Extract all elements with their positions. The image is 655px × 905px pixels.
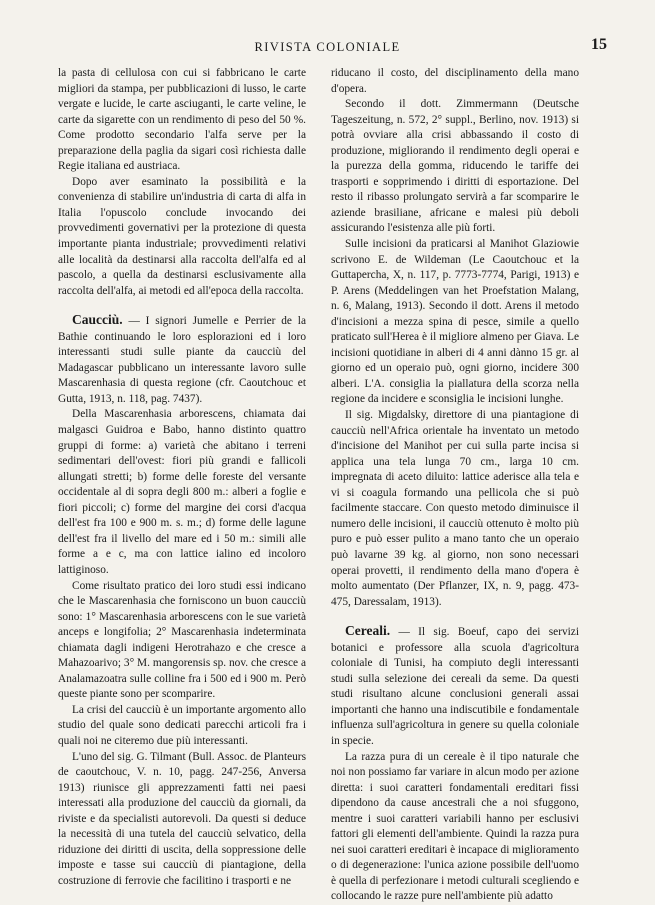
section-title-caucciu: Caucciù. [72, 312, 123, 328]
paragraph: Il sig. Migdalsky, direttore di una piantagione di caucciù nell'Africa orientale ha inventato un metodo d'incisione del Manihot per cui sulla parte incisa si applica una tela lunga 70 cm., larga 10 cm. impregnata di aceto diluito: lattice aderisce alla tela e vi si coagula formando una pellicola che si può facilmente staccare. Con questo metodo diminuisce il numero delle incisioni, il caucciù ottenuto è molto più puro e può esser pulito a mano tanto che un operaio può lavarne 39 kg. al giorno, non sono necessari operai provetti, il rendimento della mano d'opera è molto aumentato (Der Pflanzer, IX, n. 9, pagg. 473-475, Daressalam, 1913). [331, 409, 579, 608]
paragraph: Dopo aver esaminato la possibilità e la convenienza di stabilire un'industria di carta di alfa in Italia l'opuscolo conclude invocando dei provvedimenti governativi per la protezione di questa importante pianta industriale; provvedimenti relativi alle località da destinarsi alla raccolta dell'alfa ed al pascolo, a quella da destinarsi esclusivamente alla raccolta dell'alfa, ai metodi ed all'epoca della raccolta. [58, 175, 306, 297]
section-caucciu [58, 312, 306, 407]
paragraph: Sulle incisioni da praticarsi al Manihot Glaziowie scrivono E. de Wildeman (Le Caoutchouc et la Guttapercha, X, n. 117, p. 7773-7774, Parigi, 1913) e P. Arens (Meddelingen van het Proefstation Malang, n. 6, Malang, 1913). Secondo il dott. Arens il metodo d'incisioni a mezza spina di pesce, simile a quello praticato sull'Herea è il migliore almeno per Giava. Le incisioni quotidiane in alberi di 4 anni dànno 15 gr. al giorno ed un operaio può, ogni giorno, incidere 300 alberi. L'A. consiglia la piallatura della scorza nella regione da incidere e sconsiglia le incisioni lunghe. [331, 238, 579, 406]
left-column [58, 66, 306, 889]
paragraph-text: — I signori Jumelle e Perrier de la Bathie continuando le loro esplorazioni ed i loro interessanti studi sulle piante da caucciù del Madagascar pubblicano un interessante lavoro sulle Mascarenhasia di questa regione (cfr. Caoutchouc et Gutta, 1913, n. 118, pag. 7437). [58, 315, 306, 405]
page-number: 15 [591, 36, 607, 53]
paragraph: riducano il costo, del disciplinamento della mano d'opera. [331, 67, 579, 95]
paragraph: L'uno del sig. G. Tilmant (Bull. Assoc. de Planteurs de caoutchouc, V. n. 10, pagg. 247-256, Anversa 1913) riunisce gli apprezzamenti fatti nei paesi interessati alla produzione del caucciù da giornali, da riviste e da specialisti autorevoli. Da questi si deduce la necessità di una tutela del caucciù selvatico, della riduzione dei diritti di uscita, della soppressione delle imposte e tasse sui caucciù di piantagione, della costruzione di ferrovie che facilitino i trasporti e ne [58, 750, 306, 887]
right-column [331, 66, 579, 905]
paragraph: Come risultato pratico dei loro studi essi indicano che le Mascarenhasia che forniscono un buon caucciù sono: 1° Mascarenhasia arborescens con le sue varietà anceps e longifolia; 2° Mascarenhasia indeterminata chiamata dagli indigeni Herotrahazo e che cresce a Mahazoarivo; 3° M. mangorensis sp. nov. che cresce a Analamazoatra sulle colline fra i 500 ed i 900 m. Però queste piante sono per scomparire. [58, 579, 306, 701]
paragraph-text: — Il sig. Boeuf, capo dei servizi botanici e professore alla scuola d'agricoltura coloniale di Tunisi, ha compiuto degli interessanti studi sulla selezione dei cereali da seme. Da questi studi risultano alcune conclusioni generali assai importanti che hanno una indiscutibile e fondamentale influenza sull'agricoltura in genere su quella coloniale in specie. [331, 626, 579, 747]
paragraph: la pasta di cellulosa con cui si fabbricano le carte migliori da stampa, per pubblicazioni di lusso, le carte vergate e lucide, le carte asciuganti, le carte veline, le carte da sigarette con un rendimento di peso del 50 %. Come prodotto secondario l'alfa serve per la preparazione della paglia da sigari così richiesta dalle Regie italiana ed austriaca. [58, 67, 306, 173]
paragraph: Della Mascarenhasia arborescens, chiamata dai malgasci Guidroa e Babo, hanno distinto quattro gruppi di forme: a) varietà che abitano i terreni sedimentari dell'ovest: fiori più grandi e fallicoli allungati stretti; b) forme delle foreste del versante occidentale al di sopra degli 800 m.: alberi a foglie e fiori piccoli; c) forme del margine dei corsi d'acqua dell'est fra 100 e 900 m. s. m.; d) forme delle lagune dell'est fra il livello del mare ed i 50 m.: simili alle forme a e c, ma con lattice ialino ed incoloro lattiginoso. [58, 408, 306, 576]
paragraph: La razza pura di un cereale è il tipo naturale che noi non possiamo far variare in alcun modo per azione diretta: i suoi caratteri fondamentali ereditari fissi dipendono da cause ancestrali che a noi sfuggono, mentre i suoi caratteri variabili hanno per esclusivi fattori gli elementi dell'ambiente. Quindi la razza pura nei suoi caratteri ereditari è incapace di miglioramento o di degenerazione: l'unica azione possibile dell'uomo è quella di perfezionare i metodi culturali scegliendo e collocando le razze pure nell'ambiente più adatto [331, 750, 579, 903]
paragraph: La crisi del caucciù è un importante argomento allo studio del quale sono dedicati parecchi articoli fra i quali noi ne citeremo due più interessanti. [58, 703, 306, 747]
running-title: RIVISTA COLONIALE [254, 40, 401, 54]
section-cereali [331, 623, 579, 749]
section-title-cereali: Cereali. [345, 623, 391, 639]
paragraph: Secondo il dott. Zimmermann (Deutsche Tageszeitung, n. 572, 2° suppl., Berlino, nov. 1913) si potrà ovviare alla crisi abbassando il costo di produzione, migliorando il rendimento degli operai e la purezza della gomma, riducendo le tariffe dei trasporti e sopprimendo i diritti di esportazione. Del resto il ribasso prolungato servirà a far scomparire le aziende brasiliane, africane e malesi più deboli assicurando l'esistenza alle più forti. [331, 98, 579, 235]
